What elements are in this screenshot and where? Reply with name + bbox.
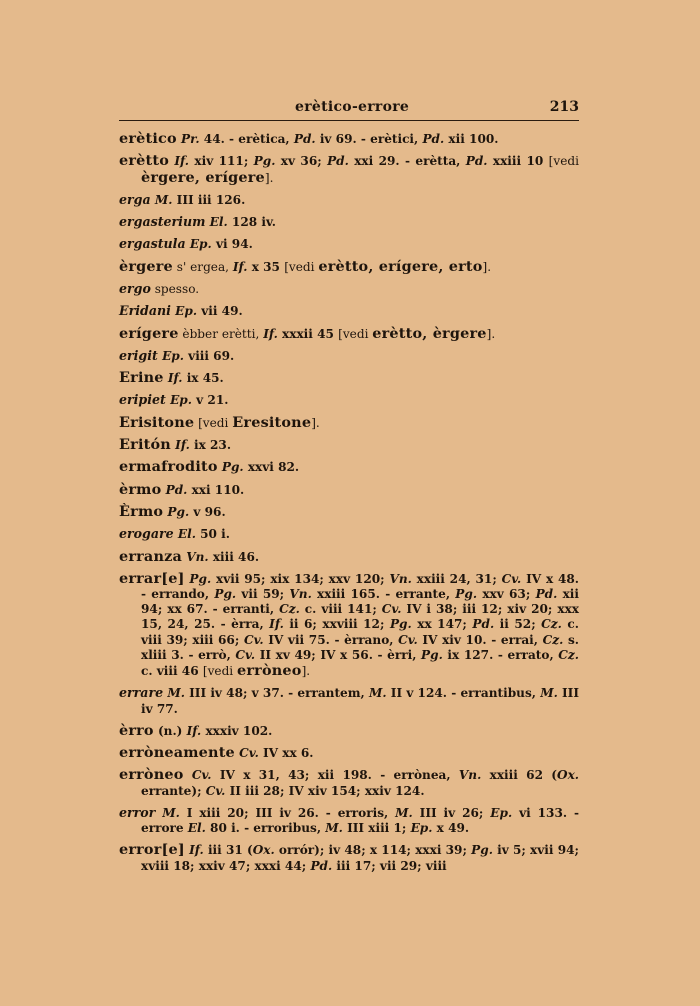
entry-list [119,131,579,874]
plain-text: ]. [264,170,274,185]
cross-ref-headword: erètto, erígere, erto [318,257,483,275]
citation-text: v 21. [191,393,229,408]
citation-text: 44. - erètica, [199,132,294,146]
headword: errar[e] [119,569,185,587]
citation-text: ix 45. [182,371,224,386]
citation-text: c. viii 46 [141,664,203,679]
citation-text: III iv 77. [141,686,579,716]
headword: Erisitone [119,413,195,431]
source-abbrev: Ep. [410,821,433,836]
source-abbrev: Vn. [289,587,312,602]
citation-text: x 49. [432,821,470,836]
citation-text: 128 iv. [227,215,276,230]
citation-text: viii 69. [183,348,235,363]
citation-text: xii 100. [444,132,499,146]
dictionary-page [119,96,579,880]
source-abbrev: Cv. [398,632,418,647]
dictionary-entry [119,504,579,520]
cross-ref-headword: èrgere, erígere [141,168,265,186]
source-abbrev: Pg. [421,647,443,662]
headword: errare [119,685,164,701]
source-abbrev: If. [174,154,190,169]
citation-text: IV vii 75. - èrrano, [263,632,399,647]
page-number: 213 [549,99,579,115]
headword: Erine [119,369,164,387]
dictionary-entry [119,805,579,836]
headword: erètto [119,152,169,170]
citation-text: II xv 49; IV x 56. - èrri, [255,647,422,662]
citation-text: errante); [141,783,206,798]
citation-text: 50 i. [195,527,230,542]
dictionary-entry [119,281,579,297]
source-abbrev: Ep. [170,393,192,408]
plain-text: s' ergea, [172,259,233,274]
dictionary-entry [119,259,579,275]
source-abbrev: Pg. [167,504,190,519]
plain-text: èbber erètti, [178,326,264,341]
citation-text: xxiii 165. - errante, [311,587,456,602]
citation-text: vi 133. - errore [141,805,579,836]
citation-text: (n.) [157,723,187,738]
source-abbrev: Ep. [162,348,184,363]
citation-text: xxiii 10 [487,154,549,169]
plain-text: ]. [301,664,311,679]
source-abbrev: Pg. [455,587,478,602]
citation-text: xiv 111; [189,154,254,169]
source-abbrev: El. [177,527,196,542]
dictionary-entry [119,236,579,252]
source-abbrev: El. [187,821,206,836]
source-abbrev: M. [162,805,180,820]
dictionary-entry [119,459,579,475]
source-abbrev: M. [395,805,413,820]
citation-text: xxiii 62 ( [481,768,558,783]
citation-text: xxxii 45 [277,326,339,341]
dictionary-entry [119,571,579,679]
source-abbrev: If. [167,371,183,386]
source-abbrev: M. [368,686,387,701]
dictionary-entry [119,326,579,342]
headword: error [119,804,156,820]
dictionary-entry [119,415,579,431]
headword: error[e] [119,841,185,859]
headword: Èrmo [119,502,164,520]
source-abbrev: Pr. [181,132,200,146]
source-abbrev: Cv. [239,746,259,761]
headword: èrmo [119,480,162,498]
citation-text: II v 124. - errantibus, [386,686,541,701]
source-abbrev: Cz. [279,602,300,617]
dictionary-entry [119,437,579,453]
dictionary-entry [119,526,579,542]
source-abbrev: El. [209,215,228,230]
citation-text: IV xiv 10. - errai, [417,632,543,647]
headword: ergasterium [119,214,206,230]
source-abbrev: If. [232,259,248,274]
source-abbrev: Ep. [189,237,212,252]
citation-text: I xiii 20; III iv 26. - erroris, [179,805,396,820]
headword: èrgere [119,257,173,275]
plain-text: [vedi [548,154,579,169]
citation-text: iii 17; vii 29; viii [332,858,447,873]
dictionary-entry [119,214,579,230]
citation-text: IV x 48. - errando, [141,571,579,602]
citation-text: ii 6; xxviii 12; [283,617,390,632]
source-abbrev: If. [186,723,202,738]
source-abbrev: Vn. [458,768,482,783]
source-abbrev: Ep. [175,304,198,319]
dictionary-entry [119,482,579,498]
headword: ergastula [119,236,186,252]
citation-text: ii 52; [494,617,542,632]
citation-text: vii 49. [197,304,243,319]
citation-text: III iii 126. [172,192,246,207]
source-abbrev: If. [269,617,284,632]
dictionary-entry [119,348,579,364]
citation-text: x 35 [247,259,285,274]
citation-text: xxxiv 102. [201,723,273,738]
citation-text: v 96. [189,504,226,519]
source-abbrev: M. [325,821,343,836]
citation-text: iii 31 ( [203,843,253,858]
dictionary-entry [119,842,579,873]
source-abbrev: Pd. [535,587,558,602]
source-abbrev: M. [540,686,558,701]
source-abbrev: M. [154,192,173,207]
dictionary-entry [119,303,579,319]
citation-text: s. xliii 3. - errò, [141,632,580,662]
headword: erètico [119,130,177,147]
source-abbrev: Pd. [422,132,445,146]
headword: erròneo [119,766,184,784]
source-abbrev: If. [263,326,278,341]
citation-text: xxiii 24, 31; [411,571,502,586]
citation-text: iv 5; xvii 94; xviii 18; xxiv 47; xxxi 44; [141,843,579,873]
source-abbrev: Pg. [221,460,244,475]
citation-text: xxv 63; [477,587,536,602]
plain-text: ]. [486,326,496,341]
citation-text: xiii 46. [208,549,260,564]
plain-text: [vedi [284,259,319,274]
citation-text: 80 i. - erroribus, [205,821,326,836]
dictionary-entry [119,745,579,761]
dictionary-entry [119,131,579,147]
headword: èrro [119,721,154,739]
source-abbrev: Pd. [327,154,349,169]
source-abbrev: Pd. [165,482,188,497]
cross-ref-headword: erròneo [237,662,302,680]
citation-text: xx 147; [411,617,473,632]
source-abbrev: Cz. [541,617,562,632]
citation-text: vi 94. [211,237,253,252]
source-abbrev: Cv. [501,571,522,586]
cross-ref-headword: erètto, èrgere [372,324,487,342]
citation-text: xvii 95; xix 134; xxv 120; [211,571,390,586]
citation-text: IV x 31, 43; xii 198. - errònea, [211,768,459,783]
plain-text: spesso. [150,281,200,296]
source-abbrev: Cz. [558,647,580,662]
dictionary-entry [119,723,579,739]
headword: ermafrodito [119,458,218,476]
dictionary-entry [119,549,579,565]
source-abbrev: Pg. [389,617,412,632]
source-abbrev: Cv. [243,632,264,647]
source-abbrev: Pd. [310,858,333,873]
citation-text: IV i 38; iii 12; xiv 20; xxx 15, 24, 25. - èrra, [141,602,579,632]
source-abbrev: Ox. [557,768,579,783]
citation-text: III xiii 1; [342,821,411,836]
source-abbrev: If. [189,843,204,858]
running-head-title: erètico-errore [295,99,410,115]
citation-text: ix 127. - errato, [442,647,559,662]
source-abbrev: Pd. [472,617,495,632]
plain-text: [vedi [338,326,373,341]
source-abbrev: Cv. [235,647,256,662]
plain-text: [vedi [194,415,233,430]
citation-text: III iv 48; v 37. - errantem, [184,686,369,701]
dictionary-entry [119,685,579,716]
source-abbrev: Pg. [189,571,212,586]
headword: eripiet [119,392,166,408]
source-abbrev: Pg. [253,154,276,169]
headword: erogare [119,526,174,542]
source-abbrev: Cz. [542,632,564,647]
source-abbrev: M. [167,686,185,701]
dictionary-entry [119,767,579,798]
source-abbrev: Vn. [186,549,209,564]
source-abbrev: Ep. [490,805,513,820]
headword: Eritón [119,436,171,454]
source-abbrev: Pg. [471,843,493,858]
citation-text: II iii 28; IV xiv 154; xxiv 124. [225,783,425,798]
cross-ref-headword: Eresitone [232,413,312,431]
source-abbrev: If. [175,438,190,453]
source-abbrev: Cv. [381,602,402,617]
plain-text: [vedi [202,664,238,679]
source-abbrev: Pd. [293,132,316,146]
citation-text: xv 36; [275,154,328,169]
headword: Eridani [119,303,171,319]
citation-text: c. viii 141; [299,602,382,617]
source-abbrev: Cv. [191,768,212,783]
dictionary-entry [119,153,579,185]
citation-text: xxi 110. [187,482,245,497]
dictionary-entry [119,392,579,408]
citation-text: vii 59; [236,587,290,602]
plain-text: ]. [311,415,320,430]
headword: erròneamente [119,744,235,762]
source-abbrev: Ox. [252,843,275,858]
citation-text: xxi 29. - erètta, [348,154,466,169]
running-head [119,96,579,121]
citation-text: xii 94; xx 67. - erranti, [141,587,579,617]
citation-text: ix 23. [189,438,232,453]
dictionary-entry [119,370,579,386]
source-abbrev: Pd. [465,154,488,169]
source-abbrev: Pg. [214,587,237,602]
headword: ergo [119,280,151,296]
citation-text: c. viii 39; xiii 66; [141,617,579,647]
headword: erga [119,191,151,207]
source-abbrev: Cv. [205,783,226,798]
dictionary-entry [119,192,579,208]
headword: erígere [119,324,179,342]
citation-text: iv 69. - erètici, [315,132,423,146]
headword: erranza [119,547,183,565]
plain-text: ]. [482,259,492,274]
citation-text: orrór); iv 48; x 114; xxxi 39; [274,843,472,858]
headword: erigit [119,347,158,363]
citation-text: III iv 26; [412,805,491,820]
source-abbrev: Vn. [389,571,412,586]
citation-text: IV xx 6. [258,746,314,761]
citation-text: xxvi 82. [243,460,300,475]
